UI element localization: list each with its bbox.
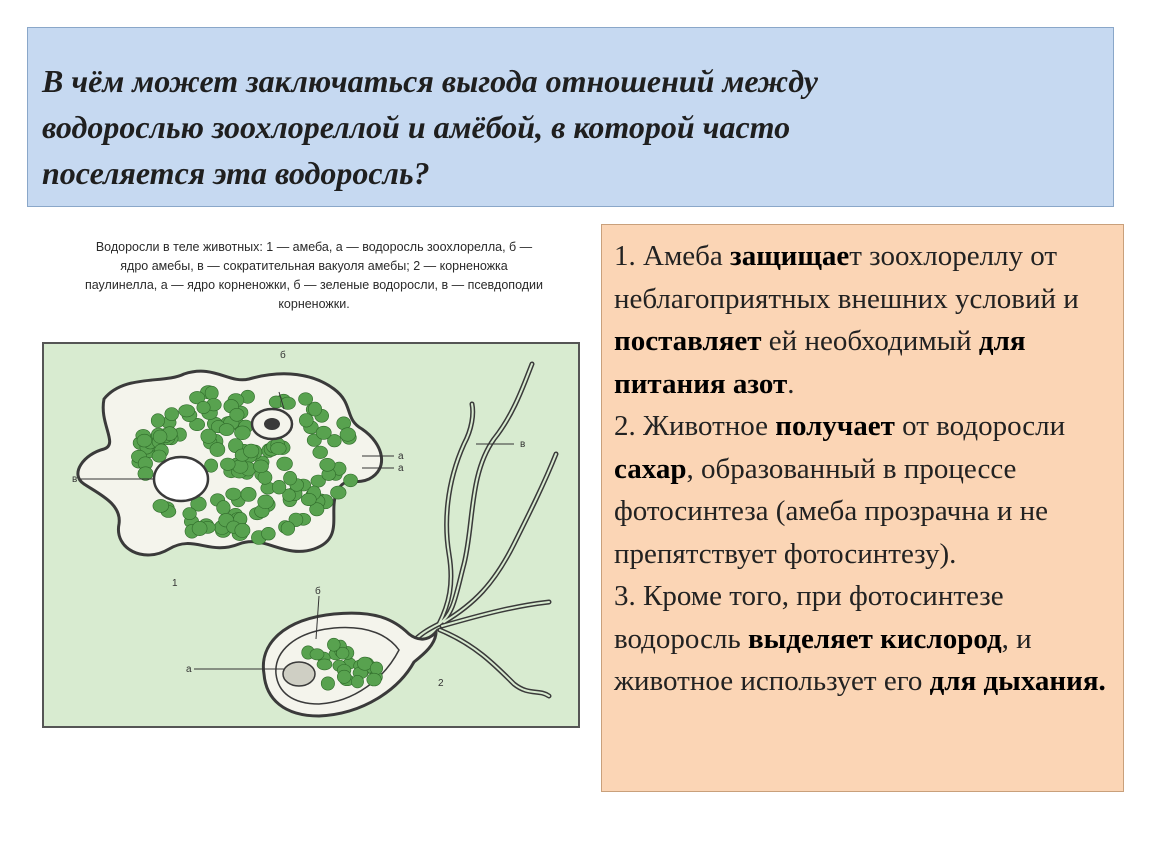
algae-cell	[235, 523, 250, 537]
algae-cell	[258, 495, 274, 509]
label-v-right: а	[398, 463, 404, 474]
answer-1-text-a: 1. Амеба	[614, 240, 731, 272]
algae-cell	[301, 493, 316, 505]
answer-1-bold-b: поставляет	[614, 325, 762, 357]
algae-cell	[367, 673, 381, 686]
algae-cell	[281, 522, 295, 536]
algae-cell	[210, 443, 225, 457]
label-b-rhizopod: б	[315, 586, 321, 597]
algae-cell	[226, 488, 241, 500]
answer-3-bold-a: выделяет кислород	[747, 622, 1002, 655]
amoeba-nucleolus	[264, 418, 280, 430]
answer-3-bold-b: для дыхания.	[929, 665, 1106, 697]
algae-cell	[284, 471, 297, 485]
algae-cell	[262, 527, 276, 540]
answer-2-bold-a: получает	[775, 410, 895, 442]
label-v-pseudopod: в	[520, 439, 526, 450]
algae-cell	[235, 426, 251, 440]
algae-cell	[299, 414, 313, 428]
answer-2-bold-b: сахар	[614, 452, 687, 485]
algae-cell	[272, 480, 286, 494]
question-line-3: поселяется эта водоросль?	[42, 155, 430, 191]
algae-cell	[277, 457, 293, 471]
answer-box	[601, 224, 1124, 792]
answer-2-text-a: 2. Животное	[614, 410, 776, 442]
rhizopod-nucleus	[283, 662, 315, 686]
algae-cell	[153, 430, 167, 443]
algae-cell	[351, 675, 363, 688]
algae-cell	[138, 467, 153, 481]
algae-cell	[310, 649, 324, 660]
algae-cell	[327, 638, 340, 651]
caption-line-2: ядро амебы, в — сократительная вакуоля амебы; 2 — корненожка	[120, 259, 508, 273]
caption-line-1: Водоросли в теле животных: 1 — амеба, а — водоросль зоохлорелла, б —	[95, 240, 533, 254]
algae-cell	[165, 408, 179, 421]
question-text	[42, 58, 1099, 196]
algae-cell	[320, 458, 335, 471]
answer-point-3	[614, 575, 1113, 703]
answer-point-2	[614, 405, 1113, 575]
algae-illustration	[42, 342, 580, 728]
question-box	[27, 27, 1114, 207]
algae-cell	[370, 662, 382, 675]
algae-cell	[244, 444, 259, 458]
label-num-1: 1	[172, 578, 178, 589]
answer-point-1	[614, 235, 1113, 405]
algae-cell	[308, 402, 321, 416]
answer-1-text-d: .	[787, 367, 795, 400]
algae-cell	[299, 393, 313, 406]
algae-cell	[151, 414, 164, 428]
algae-cell	[253, 460, 268, 473]
answer-1-text-c: ей необходимый	[761, 325, 979, 357]
label-a-right: а	[398, 451, 404, 462]
algae-cell	[241, 487, 256, 501]
algae-cell	[197, 401, 210, 413]
algae-cell	[219, 424, 234, 436]
algae-cell	[321, 677, 334, 690]
algae-cell	[317, 659, 332, 670]
algae-cell	[220, 458, 235, 470]
caption-line-4: корненожки.	[278, 297, 350, 311]
question-line-2: водорослью зоохлореллой и амёбой, в которой часто	[42, 109, 791, 145]
algae-cell	[217, 501, 231, 515]
illustration-svg	[44, 344, 578, 726]
label-v-left: в	[72, 474, 78, 485]
algae-cell	[137, 434, 152, 447]
contractile-vacuole	[154, 457, 208, 501]
answer-3-text-b: , и животное использует его	[614, 622, 1032, 697]
answer-1-bold-c: для питания азот	[614, 325, 1026, 400]
algae-cell	[205, 386, 218, 400]
label-num-2: 2	[438, 678, 444, 689]
answer-1-bold-a: защищае	[730, 240, 850, 272]
algae-cell	[271, 442, 287, 454]
algae-cell	[153, 499, 169, 512]
algae-cell	[340, 428, 356, 442]
answer-2-text-b: от водоросли	[894, 410, 1066, 442]
answer-3-text-a: 3. Кроме того, при фотосинтезе водоросль	[614, 580, 1004, 655]
algae-cell	[344, 474, 358, 487]
algae-cell	[316, 426, 331, 439]
algae-cell	[313, 446, 328, 459]
algae-cell	[192, 521, 207, 535]
algae-cell	[183, 508, 197, 520]
answer-1-text-b: т зоохлореллу от неблагоприятных внешних условий и	[614, 240, 1079, 315]
algae-cell	[230, 408, 244, 421]
caption-line-3: паулинелла, а — ядро корненожки, б — зеленые водоросли, в — псевдоподии	[84, 278, 544, 292]
algae-cell	[331, 486, 347, 499]
label-a-rhizopod: а	[186, 664, 192, 675]
algae-cell	[337, 670, 351, 683]
figure-caption	[40, 238, 588, 314]
answer-2-text-c: , образованный в процессе фотосинтеза (амеба прозрачна и не препятствует фотосинтезу).	[614, 452, 1049, 570]
label-b-top: б	[280, 350, 286, 361]
algae-cell	[179, 405, 195, 417]
question-line-1: В чём может заключаться выгода отношений между	[42, 63, 818, 99]
